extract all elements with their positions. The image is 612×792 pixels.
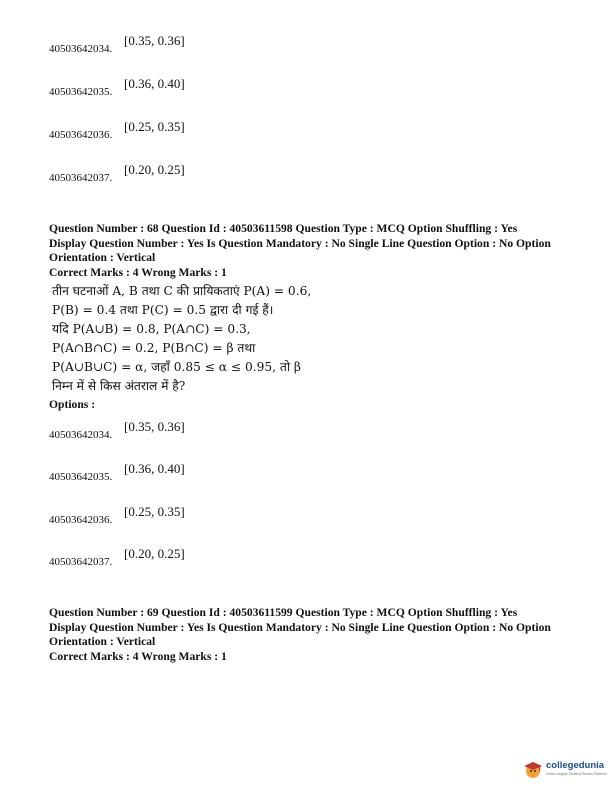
marks-line: Correct Marks : 4 Wrong Marks : 1 — [49, 649, 227, 663]
option-4[interactable] — [49, 546, 249, 576]
option-value: [0.25, 0.35] — [124, 119, 185, 134]
option-2[interactable] — [49, 461, 249, 491]
option-value: [0.35, 0.36] — [124, 33, 185, 48]
prev-option-4 — [49, 162, 249, 192]
question-text-line: P(A∩B∩C) = 0.2, P(B∩C) = β तथा — [52, 341, 256, 355]
question-68-header — [49, 222, 589, 280]
option-id: 40503642035. — [49, 471, 113, 483]
question-text-line: P(B) = 0.4 तथा P(C) = 0.5 द्वारा दी गई हैं। — [52, 303, 274, 317]
header-line: Orientation : Vertical — [49, 251, 156, 264]
logo-tagline: India's largest Student Review Platform — [546, 772, 607, 776]
option-id: 40503642034. — [49, 43, 113, 55]
header-line: Orientation : Vertical — [49, 635, 156, 648]
prev-option-2 — [49, 76, 249, 106]
option-value: [0.20, 0.25] — [124, 162, 185, 177]
question-69-header — [49, 606, 589, 664]
option-value: [0.20, 0.25] — [124, 546, 185, 561]
question-68-text — [52, 282, 312, 396]
option-id: 40503642036. — [49, 129, 113, 141]
header-line: Display Question Number : Yes Is Question Mandatory : No Single Line Question Option : No Option — [49, 236, 551, 250]
option-value: [0.35, 0.36] — [124, 419, 185, 434]
header-line: Question Number : 68 Question Id : 40503611598 Question Type : MCQ Option Shuffling : Yes — [49, 222, 518, 235]
logo-name: collegedunia — [546, 760, 605, 771]
question-text-line: P(A∪B∪C) = α, जहाँ 0.85 ≤ α ≤ 0.95, तो β — [52, 360, 301, 374]
question-text-line: यदि P(A∪B) = 0.8, P(A∩C) = 0.3, — [52, 322, 251, 336]
option-1[interactable] — [49, 419, 249, 449]
header-line: Question Number : 69 Question Id : 40503611599 Question Type : MCQ Option Shuffling : Yes — [49, 606, 518, 619]
prev-option-1 — [49, 33, 249, 63]
option-value: [0.36, 0.40] — [124, 461, 185, 476]
option-id: 40503642034. — [49, 429, 113, 441]
option-3[interactable] — [49, 504, 249, 534]
collegedunia-logo — [522, 758, 607, 784]
option-id: 40503642035. — [49, 86, 113, 98]
option-value: [0.25, 0.35] — [124, 504, 185, 519]
question-text-line: निम्न में से किस अंतराल में है? — [52, 379, 186, 393]
option-id: 40503642037. — [49, 556, 113, 568]
options-label: Options : — [49, 398, 96, 411]
prev-option-3 — [49, 119, 249, 149]
question-text-line: तीन घटनाओं A, B तथा C की प्रायिकताएं P(A) = 0.6, — [52, 284, 312, 298]
option-id: 40503642036. — [49, 514, 113, 526]
option-value: [0.36, 0.40] — [124, 76, 185, 91]
option-id: 40503642037. — [49, 172, 113, 184]
header-line: Display Question Number : Yes Is Question Mandatory : No Single Line Question Option : No Option — [49, 620, 551, 634]
marks-line: Correct Marks : 4 Wrong Marks : 1 — [49, 265, 227, 279]
graduation-cap-icon — [522, 758, 544, 780]
